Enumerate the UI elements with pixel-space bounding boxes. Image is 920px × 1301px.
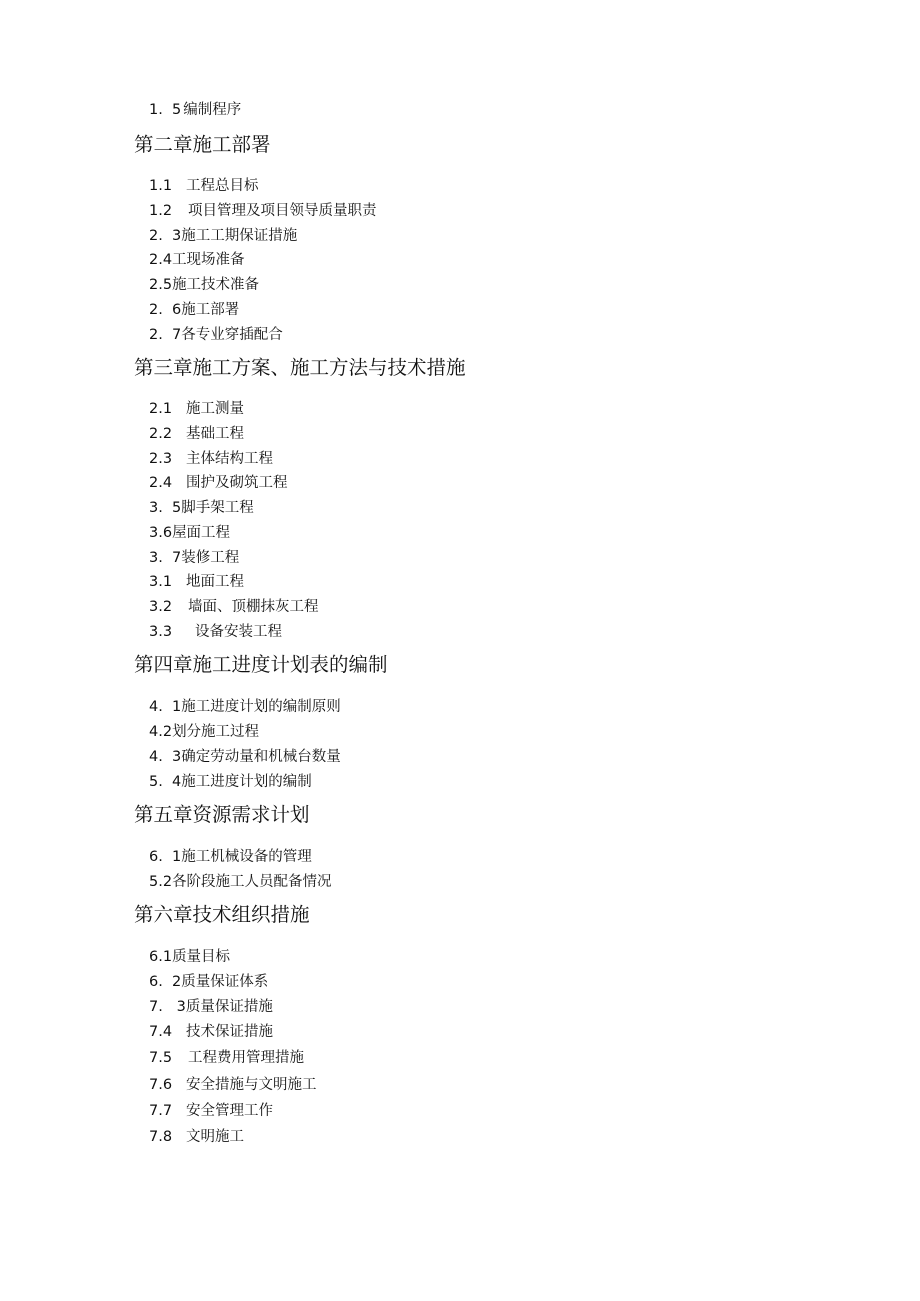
chapter-heading: 第三章施工方案、施工方法与技术措施 <box>134 356 466 379</box>
toc-item-number: 2. 7 <box>149 327 182 343</box>
toc-item <box>149 450 273 468</box>
chapter-heading: 第五章资源需求计划 <box>134 803 310 826</box>
toc-item-number: 3.6 <box>149 525 173 541</box>
toc-item-text: 各专业穿插配合 <box>181 327 283 343</box>
toc-item-number: 2.4 <box>149 252 173 268</box>
toc-item <box>149 1023 273 1041</box>
toc-item-number: 7.6 <box>149 1077 173 1093</box>
toc-item-text: 围护及砌筑工程 <box>186 475 288 491</box>
toc-item <box>149 499 254 517</box>
toc-item-number: 1.2 <box>149 203 173 219</box>
toc-item-text: 工程费用管理措施 <box>188 1050 304 1066</box>
toc-item-text: 设备安装工程 <box>195 624 282 640</box>
chapter-heading: 第二章施工部署 <box>134 133 271 156</box>
toc-item <box>149 773 312 791</box>
toc-item <box>149 598 319 616</box>
toc-item-text: 安全措施与文明施工 <box>186 1077 317 1093</box>
toc-item-text: 施工机械设备的管理 <box>181 849 312 865</box>
toc-item <box>149 873 332 891</box>
toc-item-number: 7. 3 <box>149 999 186 1015</box>
toc-item <box>149 948 230 966</box>
toc-item-number: 5. 4 <box>149 774 182 790</box>
toc-item-number: 6. 2 <box>149 974 182 990</box>
toc-item-number: 1.1 <box>149 178 173 194</box>
toc-item-text: 施工部署 <box>181 302 240 318</box>
toc-item-number: 7.4 <box>149 1024 173 1040</box>
toc-item-number: 4. 1 <box>149 699 182 715</box>
toc-item-text: 墙面、顶棚抹灰工程 <box>188 599 319 615</box>
toc-item-number: 2.4 <box>149 475 173 491</box>
chapter-heading: 第四章施工进度计划表的编制 <box>134 653 388 676</box>
toc-item-text: 项目管理及项目领导质量职责 <box>188 203 377 219</box>
toc-item-number: 3.3 <box>149 624 173 640</box>
toc-item <box>149 251 245 269</box>
toc-item-number: 5.2 <box>149 874 173 890</box>
toc-item-number: 7.5 <box>149 1050 173 1066</box>
toc-item-number: 3. 5 <box>149 500 182 516</box>
toc-item-number: 7.8 <box>149 1129 173 1145</box>
toc-item-number: 3.1 <box>149 574 173 590</box>
toc-item <box>149 276 259 294</box>
toc-item-number: 2. 3 <box>149 228 182 244</box>
toc-item <box>149 1076 317 1094</box>
toc-item-number: 1. 5 <box>149 102 182 118</box>
toc-item-text: 工现场准备 <box>172 252 245 268</box>
toc-item <box>149 848 312 866</box>
toc-item-number: 2.3 <box>149 451 173 467</box>
toc-item-text: 施工进度计划的编制原则 <box>181 699 341 715</box>
toc-item-text: 地面工程 <box>186 574 244 590</box>
toc-item-text: 划分施工过程 <box>172 724 260 740</box>
toc-item-text: 安全管理工作 <box>186 1103 273 1119</box>
toc-item-number: 2. 6 <box>149 302 182 318</box>
toc-item-text: 施工进度计划的编制 <box>181 774 312 790</box>
toc-item <box>149 524 230 542</box>
toc-item <box>149 425 244 443</box>
toc-item <box>149 177 259 195</box>
toc-item-number: 3.2 <box>149 599 173 615</box>
toc-item <box>149 549 239 567</box>
toc-item-text: 编制程序 <box>183 102 242 118</box>
toc-item-text: 装修工程 <box>181 550 240 566</box>
toc-item <box>149 1102 273 1120</box>
toc-item <box>149 623 282 641</box>
toc-item-text: 文明施工 <box>186 1129 244 1145</box>
toc-item-number: 6.1 <box>149 949 173 965</box>
toc-item-text: 主体结构工程 <box>186 451 273 467</box>
toc-item-text: 屋面工程 <box>172 525 231 541</box>
toc-item-number: 2.1 <box>149 401 173 417</box>
toc-item-text: 基础工程 <box>186 426 244 442</box>
toc-item-number: 4.2 <box>149 724 173 740</box>
toc-item-text: 脚手架工程 <box>181 500 254 516</box>
toc-item-number: 2.5 <box>149 277 173 293</box>
toc-item <box>149 1128 244 1146</box>
toc-item-number: 3. 7 <box>149 550 182 566</box>
toc-item-text: 质量保证措施 <box>185 999 273 1015</box>
toc-item-number: 4. 3 <box>149 749 182 765</box>
chapter-heading: 第六章技术组织措施 <box>134 903 310 926</box>
toc-item-text: 施工工期保证措施 <box>181 228 298 244</box>
toc-item-number: 2.2 <box>149 426 173 442</box>
toc-item <box>149 202 377 220</box>
toc-item-number: 7.7 <box>149 1103 173 1119</box>
toc-item-text: 各阶段施工人员配备情况 <box>172 874 332 890</box>
toc-item <box>149 573 244 591</box>
toc-item-text: 施工技术准备 <box>172 277 260 293</box>
toc-item-text: 质量保证体系 <box>181 974 269 990</box>
toc-item <box>149 326 283 344</box>
toc-item <box>149 998 273 1016</box>
toc-item <box>149 474 288 492</box>
toc-item-text: 技术保证措施 <box>186 1024 273 1040</box>
toc-item <box>149 1049 304 1067</box>
toc-item <box>149 400 244 418</box>
toc-item <box>149 973 268 991</box>
toc-item <box>149 227 297 245</box>
toc-item <box>149 301 239 319</box>
toc-item <box>149 698 341 716</box>
toc-item <box>149 748 341 766</box>
toc-item-text: 施工测量 <box>186 401 244 417</box>
toc-item-text: 质量目标 <box>172 949 231 965</box>
toc-item <box>149 723 259 741</box>
toc-item-text: 工程总目标 <box>186 178 259 194</box>
toc-item <box>149 101 241 119</box>
toc-item-number: 6. 1 <box>149 849 182 865</box>
toc-item-text: 确定劳动量和机械台数量 <box>181 749 341 765</box>
